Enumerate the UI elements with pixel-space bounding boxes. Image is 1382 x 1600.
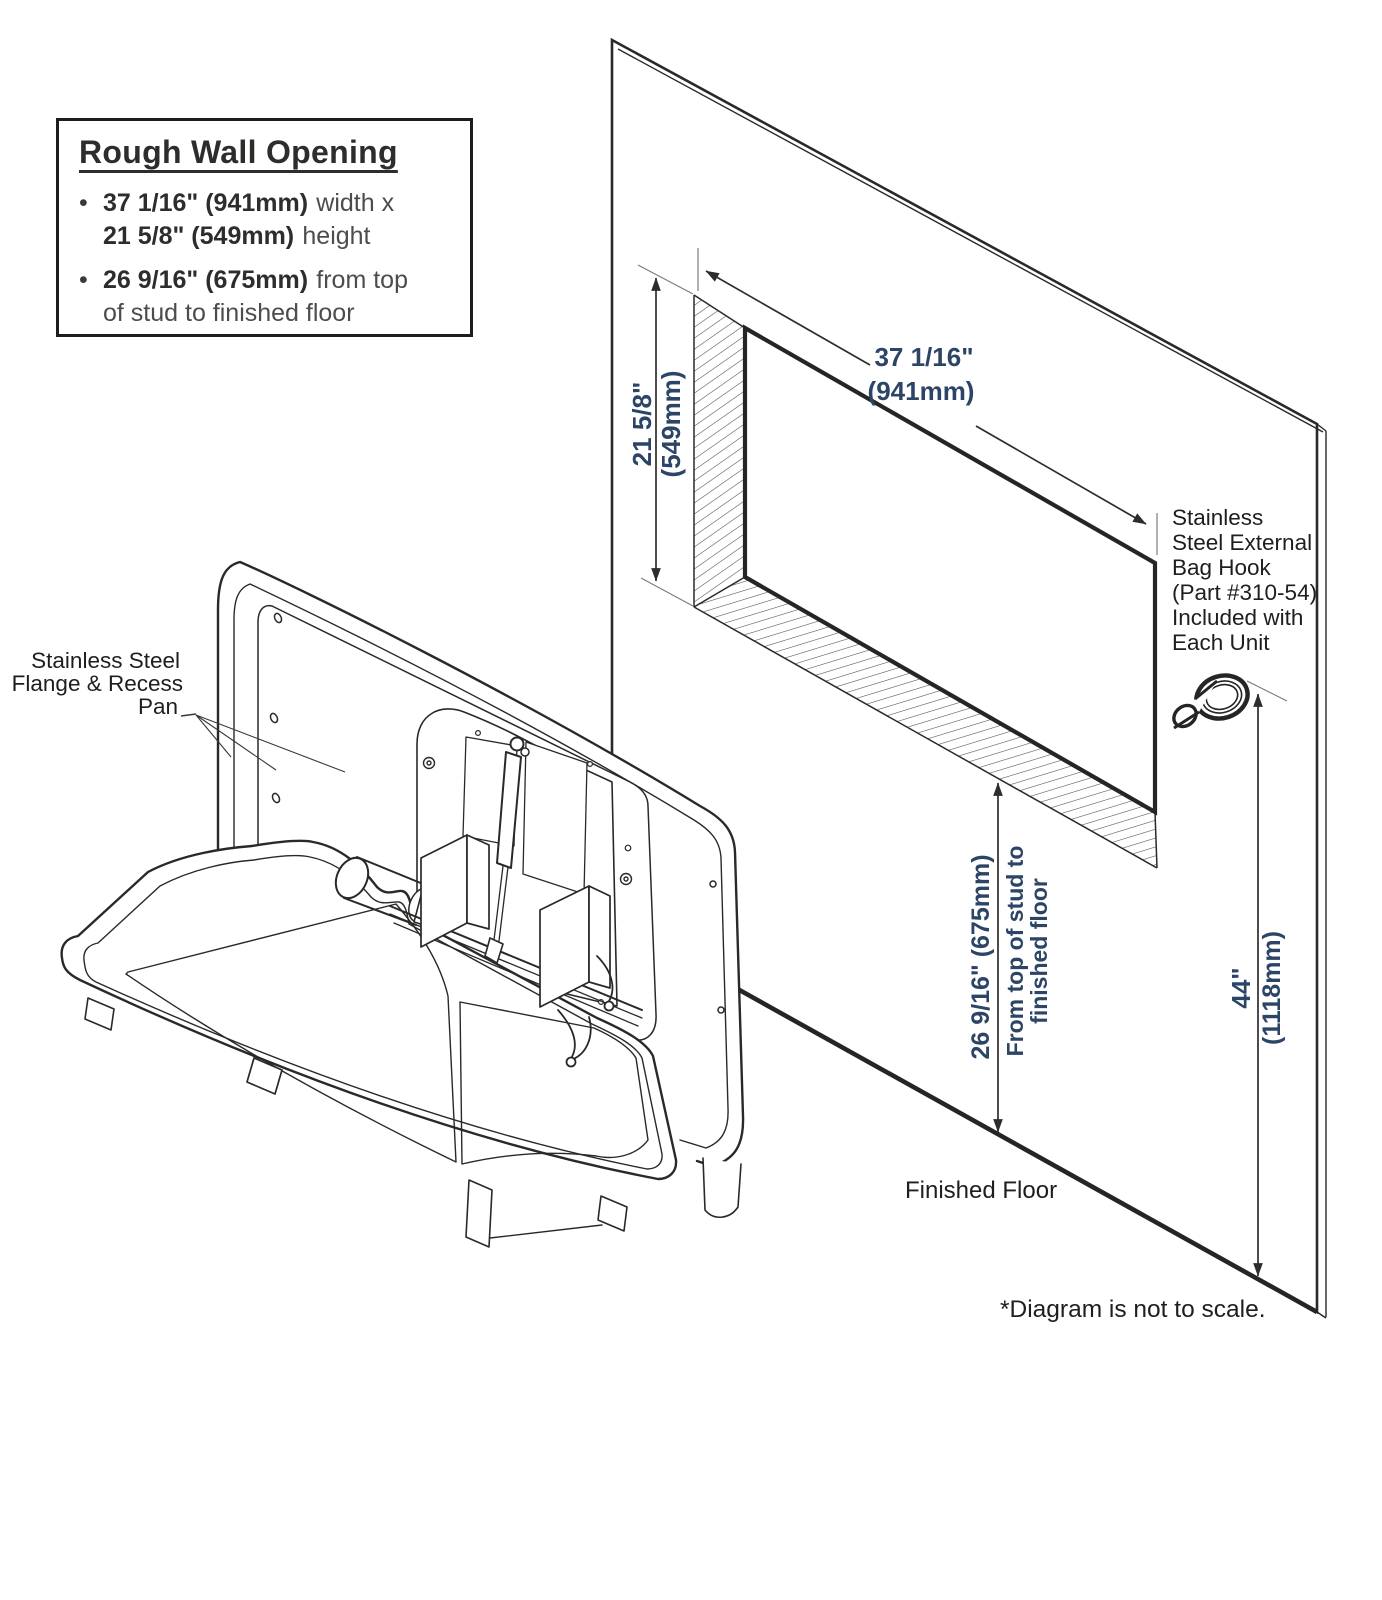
height-value-rest: height xyxy=(302,222,371,250)
hook-height-inches: 44" xyxy=(1226,967,1256,1009)
height-dim-inches: 21 5/8" xyxy=(627,381,657,467)
bullet-dot: • xyxy=(79,266,88,294)
bag-hook-label-line: Bag Hook xyxy=(1172,555,1271,580)
back-panel-inset xyxy=(523,742,587,894)
bag-hook-label-line: Stainless xyxy=(1172,505,1264,530)
width-value-rest: width x xyxy=(316,189,395,217)
height-dim-mm: (549mm) xyxy=(656,370,686,478)
bag-hook-label-line: Each Unit xyxy=(1172,630,1270,655)
bag-hook-label-line: Steel External xyxy=(1172,530,1313,555)
bullet-dot: • xyxy=(79,189,88,217)
stud-floor-desc-line1: From top of stud to xyxy=(1002,845,1028,1057)
width-value-bold: 37 1/16" (941mm) xyxy=(103,189,309,217)
tray-foot-left xyxy=(85,998,114,1030)
flange-label-line: Flange & Recess xyxy=(11,671,183,696)
stud-value-bold: 26 9/16" (675mm) xyxy=(103,266,309,294)
flange-label-line: Stainless Steel xyxy=(31,648,180,673)
width-dim-mm: (941mm) xyxy=(867,376,975,406)
flange-bottom-trim xyxy=(703,1158,741,1217)
flange-label xyxy=(12,648,183,719)
tray-foot-right xyxy=(598,1196,627,1231)
flange-label-line: Pan xyxy=(137,694,178,719)
tray-support-right xyxy=(466,1180,492,1247)
scale-note: *Diagram is not to scale. xyxy=(1000,1296,1266,1323)
opening-hatch-left xyxy=(694,295,745,607)
stud-floor-desc-line2: finished floor xyxy=(1026,878,1052,1024)
hook-height-mm: (1118mm) xyxy=(1258,931,1286,1045)
stud-floor-dim-value: 26 9/16" (675mm) xyxy=(967,854,995,1060)
stud-value-rest2: of stud to finished floor xyxy=(103,299,355,327)
bag-hook-label-line: (Part #310-54) xyxy=(1172,580,1318,605)
height-value-bold: 21 5/8" (549mm) xyxy=(103,222,295,250)
finished-floor-label: Finished Floor xyxy=(905,1177,1058,1204)
stud-value-rest: from top xyxy=(316,266,408,294)
callout-title: Rough Wall Opening xyxy=(79,134,398,170)
bag-hook-label-line: Included with xyxy=(1172,605,1304,630)
width-dim-inches: 37 1/16" xyxy=(874,342,974,372)
tray-bottom-bar xyxy=(490,1225,602,1238)
